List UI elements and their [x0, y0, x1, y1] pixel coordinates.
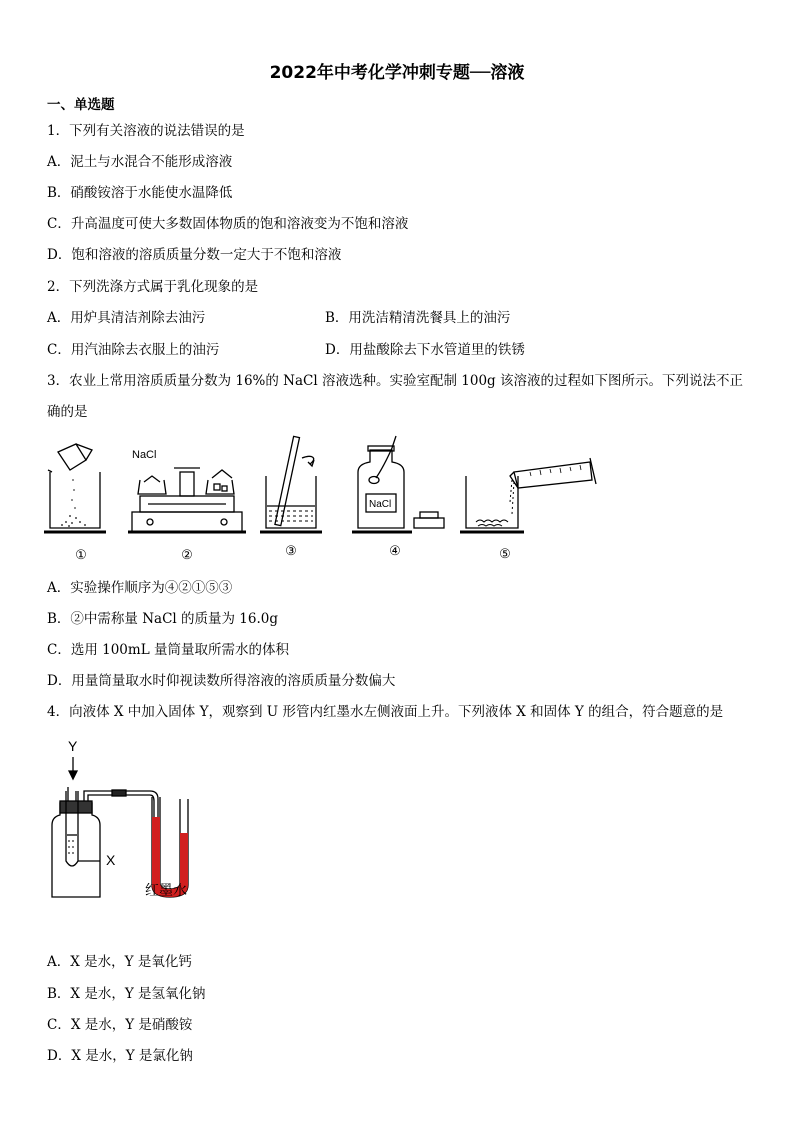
- q3-option-a: A．实验操作顺序为④②①⑤③: [47, 580, 233, 596]
- q2-option-b: B．用洗洁精清洗餐具上的油污: [325, 310, 511, 326]
- q4-option-d: D．X 是水，Y 是氯化钠: [47, 1048, 193, 1064]
- q3-option-b: B．②中需称量 NaCl 的质量为 16.0g: [47, 611, 279, 627]
- q3-procedure-figure: [40, 432, 620, 567]
- fig-label-4: ④: [389, 544, 401, 559]
- q3-option-c: C．选用 100mL 量筒量取所需水的体积: [47, 642, 289, 658]
- q4-option-a: A．X 是水，Y 是氧化钙: [47, 954, 192, 970]
- step1-beaker: [44, 444, 106, 532]
- q4-option-b: B．X 是水，Y 是氢氧化钠: [47, 986, 206, 1002]
- q1-option-c: C．升高温度可使大多数固体物质的饱和溶液变为不饱和溶液: [47, 216, 409, 232]
- step3-beaker: [260, 436, 322, 532]
- page-title: 2022年中考化学冲刺专题──溶液: [269, 63, 525, 83]
- nacl-label-bottle: NaCl: [369, 499, 392, 510]
- q1-option-b: B．硝酸铵溶于水能使水温降低: [47, 185, 233, 201]
- fig-label-5: ⑤: [499, 547, 511, 562]
- q4-stem: 4．向液体 X 中加入固体 Y，观察到 U 形管内红墨水左侧液面上升。下列液体 X 和固体 Y 的组合，符合题意的是: [47, 704, 724, 720]
- step2-balance: [128, 468, 246, 532]
- nacl-label-balance: NaCl: [132, 449, 157, 461]
- step4-bottle: [352, 436, 444, 532]
- q2-option-a: A．用炉具清洁剂除去油污: [47, 310, 206, 326]
- q4-apparatus-figure: [40, 735, 220, 905]
- q3-stem-line2: 确的是: [47, 404, 88, 420]
- q1-stem: 1．下列有关溶液的说法错误的是: [47, 123, 245, 139]
- q1-option-a: A．泥土与水混合不能形成溶液: [47, 154, 233, 170]
- section-heading: 一、单选题: [47, 97, 115, 113]
- y-label: Y: [68, 738, 78, 754]
- fig-label-1: ①: [75, 548, 87, 563]
- fig-label-3: ③: [285, 544, 297, 559]
- x-label: X: [106, 852, 116, 868]
- q2-stem: 2．下列洗涤方式属于乳化现象的是: [47, 279, 259, 295]
- q2-option-c: C．用汽油除去衣服上的油污: [47, 342, 220, 358]
- fig-label-2: ②: [181, 548, 193, 563]
- step5-beaker: [460, 458, 596, 532]
- q4-option-c: C．X 是水，Y 是硝酸铵: [47, 1017, 193, 1033]
- red-ink-label: 红墨水: [145, 883, 187, 899]
- q3-option-d: D．用量筒量取水时仰视读数所得溶液的溶质质量分数偏大: [47, 673, 396, 689]
- q1-option-d: D．饱和溶液的溶质质量分数一定大于不饱和溶液: [47, 247, 342, 263]
- q3-stem-line1: 3．农业上常用溶质质量分数为 16%的 NaCl 溶液选种。实验室配制 100g 该溶液的过程如下图所示。下列说法不正: [47, 373, 743, 389]
- q2-option-d: D．用盐酸除去下水管道里的铁锈: [325, 342, 525, 358]
